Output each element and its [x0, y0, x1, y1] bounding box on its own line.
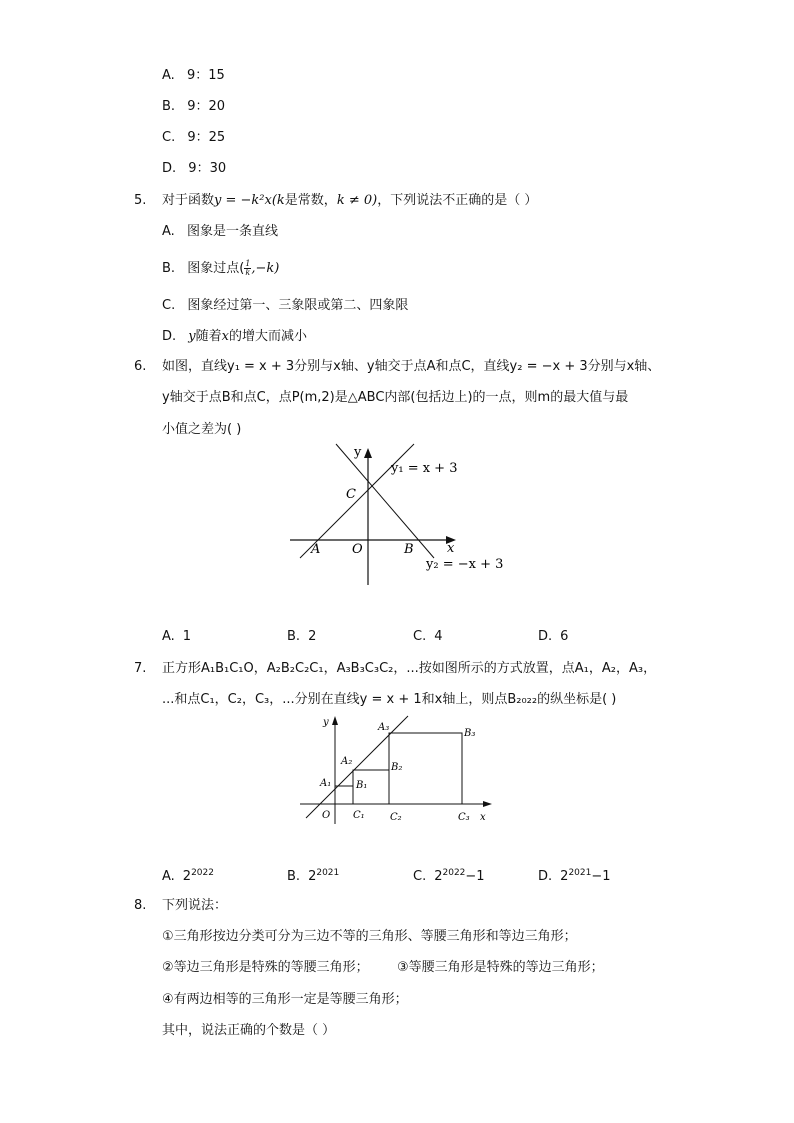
- q8-statement-1: ①三角形按边分类可分为三边不等的三角形、等腰三角形和等边三角形；: [162, 929, 577, 944]
- option-text: 随着: [195, 329, 222, 344]
- option-letter: D.: [162, 329, 177, 344]
- q8-question: 其中，说法正确的个数是（ ）: [162, 1023, 336, 1038]
- q7-stem-line2: ...和点C₁，C₂，C₃，...分别在直线y = x + 1和x轴上，则点B₂₀₂₂的纵坐标是( ): [162, 692, 617, 707]
- q5-stem-pre: 对于函数: [162, 193, 215, 208]
- option-letter: C.: [162, 298, 176, 313]
- label-C3: C₃: [458, 812, 470, 823]
- q6-stem-line2: y轴交于点B和点C，点P(m,2)是△ABC内部(包括边上)的一点，则m的最大值与最: [162, 390, 629, 405]
- label-O: O: [322, 810, 331, 821]
- q5-option-a: [162, 224, 278, 240]
- option-base: 2: [434, 869, 443, 884]
- option-letter: C.: [162, 130, 176, 145]
- q8-statement-2: ②等边三角形是特殊的等腰三角形；: [162, 960, 369, 975]
- q6-option-a: [162, 629, 191, 645]
- q4-option-b: [162, 99, 225, 115]
- option-var-x: x: [221, 329, 230, 344]
- q5-option-c: [162, 298, 408, 314]
- q4-option-c: [162, 130, 225, 146]
- option-letter: A.: [162, 68, 175, 83]
- square-1: [335, 786, 353, 804]
- option-exponent: 2021: [568, 868, 592, 878]
- label-B2: B₂: [391, 762, 403, 773]
- label-B3: B₃: [464, 728, 476, 739]
- label-A: A: [311, 542, 321, 557]
- option-exponent: 2022: [442, 868, 466, 878]
- y-axis-arrow-icon: [332, 716, 338, 725]
- q7-option-d: [538, 865, 611, 885]
- option-letter: B.: [162, 261, 176, 276]
- label-y2: y₂ = −x + 3: [426, 557, 504, 572]
- q4-option-a: [162, 68, 225, 84]
- option-text: 图象是一条直线: [186, 224, 278, 239]
- q7-option-b: [287, 865, 339, 885]
- option-letter: A.: [162, 629, 175, 644]
- q6-stem-line3: 小值之差为( ): [162, 422, 242, 437]
- option-letter: C.: [413, 629, 427, 644]
- label-C: C: [346, 487, 356, 502]
- q8-statement-3: ③等腰三角形是特殊的等边三角形；: [397, 960, 604, 975]
- q7-stem-line1: 正方形A₁B₁C₁O，A₂B₂C₂C₁，A₃B₃C₃C₂，...按如图所示的方式放置，点A₁，A₂，A₃，: [162, 661, 657, 676]
- q7-option-a: [162, 865, 214, 885]
- option-exponent: 2021: [316, 868, 340, 878]
- option-tail: −1: [591, 869, 611, 884]
- option-text: 9：15: [186, 68, 225, 83]
- option-text: 2: [308, 629, 317, 644]
- option-tail: −1: [465, 869, 485, 884]
- option-letter: B.: [162, 99, 176, 114]
- option-text-tail: ,−k): [251, 261, 280, 276]
- option-text: 图象过点(: [187, 261, 245, 276]
- q5-k: k: [276, 193, 285, 208]
- option-base: 2: [560, 869, 569, 884]
- q6-stem-line1: 如图，直线y₁ = x + 3分别与x轴、y轴交于点A和点C，直线y₂ = −x + 3分别与x轴、: [162, 359, 661, 374]
- label-A3: A₃: [378, 722, 390, 733]
- q8-statement-4: ④有两边相等的三角形一定是等腰三角形；: [162, 992, 408, 1007]
- option-text: 9：30: [188, 161, 227, 176]
- label-y1: y₁ = x + 3: [391, 461, 458, 476]
- option-text: 6: [560, 629, 569, 644]
- x-axis-arrow-icon: [483, 801, 492, 807]
- option-text: 9：25: [187, 130, 226, 145]
- label-C1: C₁: [353, 810, 365, 821]
- option-letter: A.: [162, 224, 175, 239]
- option-text: 图象经过第一、三象限或第二、四象限: [187, 298, 409, 313]
- label-y: y: [323, 717, 329, 728]
- q5-stem-post: ，下列说法不正确的是（ ）: [377, 193, 538, 208]
- option-letter: D.: [162, 161, 177, 176]
- option-var-y: y: [188, 329, 196, 344]
- option-base: 2: [308, 869, 317, 884]
- q7-figure: [300, 712, 500, 828]
- option-text-tail: 的增大而减小: [229, 329, 308, 344]
- label-x: x: [447, 541, 455, 556]
- q6-number: 6.: [134, 359, 147, 374]
- option-exponent: 2022: [191, 868, 214, 878]
- y-axis-arrow-icon: [364, 448, 372, 458]
- q5-formula: y = −k²x(: [214, 193, 277, 208]
- option-text: 1: [182, 629, 192, 644]
- q4-option-d: [162, 161, 226, 177]
- fraction-numerator: 1: [245, 259, 251, 268]
- q5-condition: k ≠ 0): [336, 193, 378, 208]
- option-text: 4: [434, 629, 443, 644]
- q6-option-d: [538, 629, 568, 645]
- option-letter: D.: [538, 629, 553, 644]
- label-B1: B₁: [356, 780, 368, 791]
- label-B: B: [404, 542, 414, 557]
- q5-stem: [162, 193, 537, 209]
- option-base: 2: [182, 869, 192, 884]
- option-letter: B.: [287, 869, 301, 884]
- label-y: y: [354, 445, 362, 460]
- label-x: x: [480, 812, 486, 823]
- label-C2: C₂: [390, 812, 402, 823]
- label-A2: A₂: [341, 756, 353, 767]
- label-O: O: [352, 542, 363, 557]
- q5-option-d: [162, 329, 307, 345]
- q8-stem: 下列说法：: [162, 898, 228, 913]
- label-A1: A₁: [320, 778, 332, 789]
- q5-stem-mid: 是常数，: [284, 193, 337, 208]
- q6-option-b: [287, 629, 316, 645]
- fraction-denominator: k: [245, 268, 251, 277]
- q6-option-c: [413, 629, 443, 645]
- option-letter: A.: [162, 869, 175, 884]
- q8-number: 8.: [134, 898, 147, 913]
- q7-option-c: [413, 865, 485, 885]
- q6-figure: [280, 440, 520, 590]
- q5-number: 5.: [134, 193, 147, 208]
- option-letter: C.: [413, 869, 427, 884]
- q7-number: 7.: [134, 661, 147, 676]
- option-letter: D.: [538, 869, 553, 884]
- option-text: 9：20: [187, 99, 226, 114]
- q5-option-b: [162, 260, 279, 277]
- option-letter: B.: [287, 629, 301, 644]
